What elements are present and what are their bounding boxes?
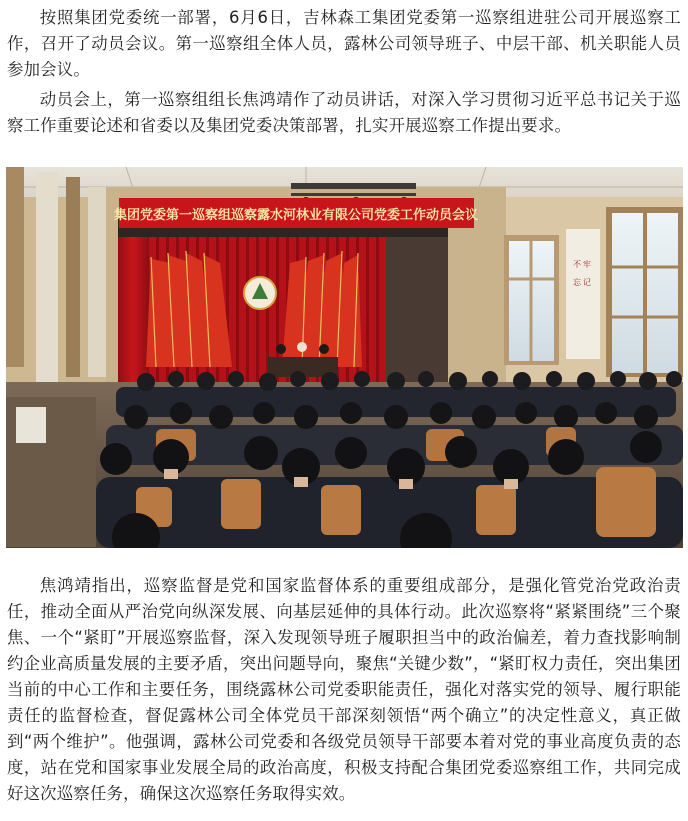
paragraph-speech: 焦鸿靖指出，巡察监督是党和国家监督体系的重要组成部分，是强化管党治党政治责任，推动全面从严治党向纵深发展、向基层延伸的具体行动。此次巡察将“紧紧围绕”三个聚焦、一个“紧盯”开展巡察监督，深入发现领导班子履职担当中的政治偏差，着力查找影响制约企业高质量发展的主要矛盾，突出问题导向，聚焦“关键少数”，“紧盯权力责任，突出集团当前的中心工作和主要任务，围绕露林公司党委职能责任，强化对落实党的领导、履行职能责任的监督检查，督促露林公司全体党员干部深刻领悟“两个确立”的决定性意义，真正做到“两个维护”。他强调，露林公司党委和各级党员领导干部要本着对党的事业高度负责的态度，站在党和国家事业发展全局的政治高度，积极支持配合集团党委巡察组工作，共同完成好这次巡察任务，确保这次巡察任务取得实效。	[7, 576, 681, 803]
svg-text:忘: 忘	[573, 278, 581, 287]
meeting-photo	[6, 167, 683, 548]
svg-text:不: 不	[573, 260, 581, 269]
paragraph-meeting: 动员会上，第一巡察组组长焦鸿靖作了动员讲话，对深入学习贯彻习近平总书记关于巡察工作重要论述和省委以及集团党委决策部署，扎实开展巡察工作提出要求。	[7, 90, 681, 135]
svg-text:牢: 牢	[583, 260, 591, 269]
svg-text:记: 记	[583, 278, 591, 287]
paragraph-intro: 按照集团党委统一部署，6月6日，吉林森工集团党委第一巡察组进驻公司开展巡察工作，召开了动员会议。第一巡察组全体人员，露林公司领导班子、中层干部、机关职能人员参加会议。	[7, 8, 681, 79]
banner-text: 集团党委第一巡察组巡察露水河林业有限公司党委工作动员会议	[113, 208, 479, 223]
